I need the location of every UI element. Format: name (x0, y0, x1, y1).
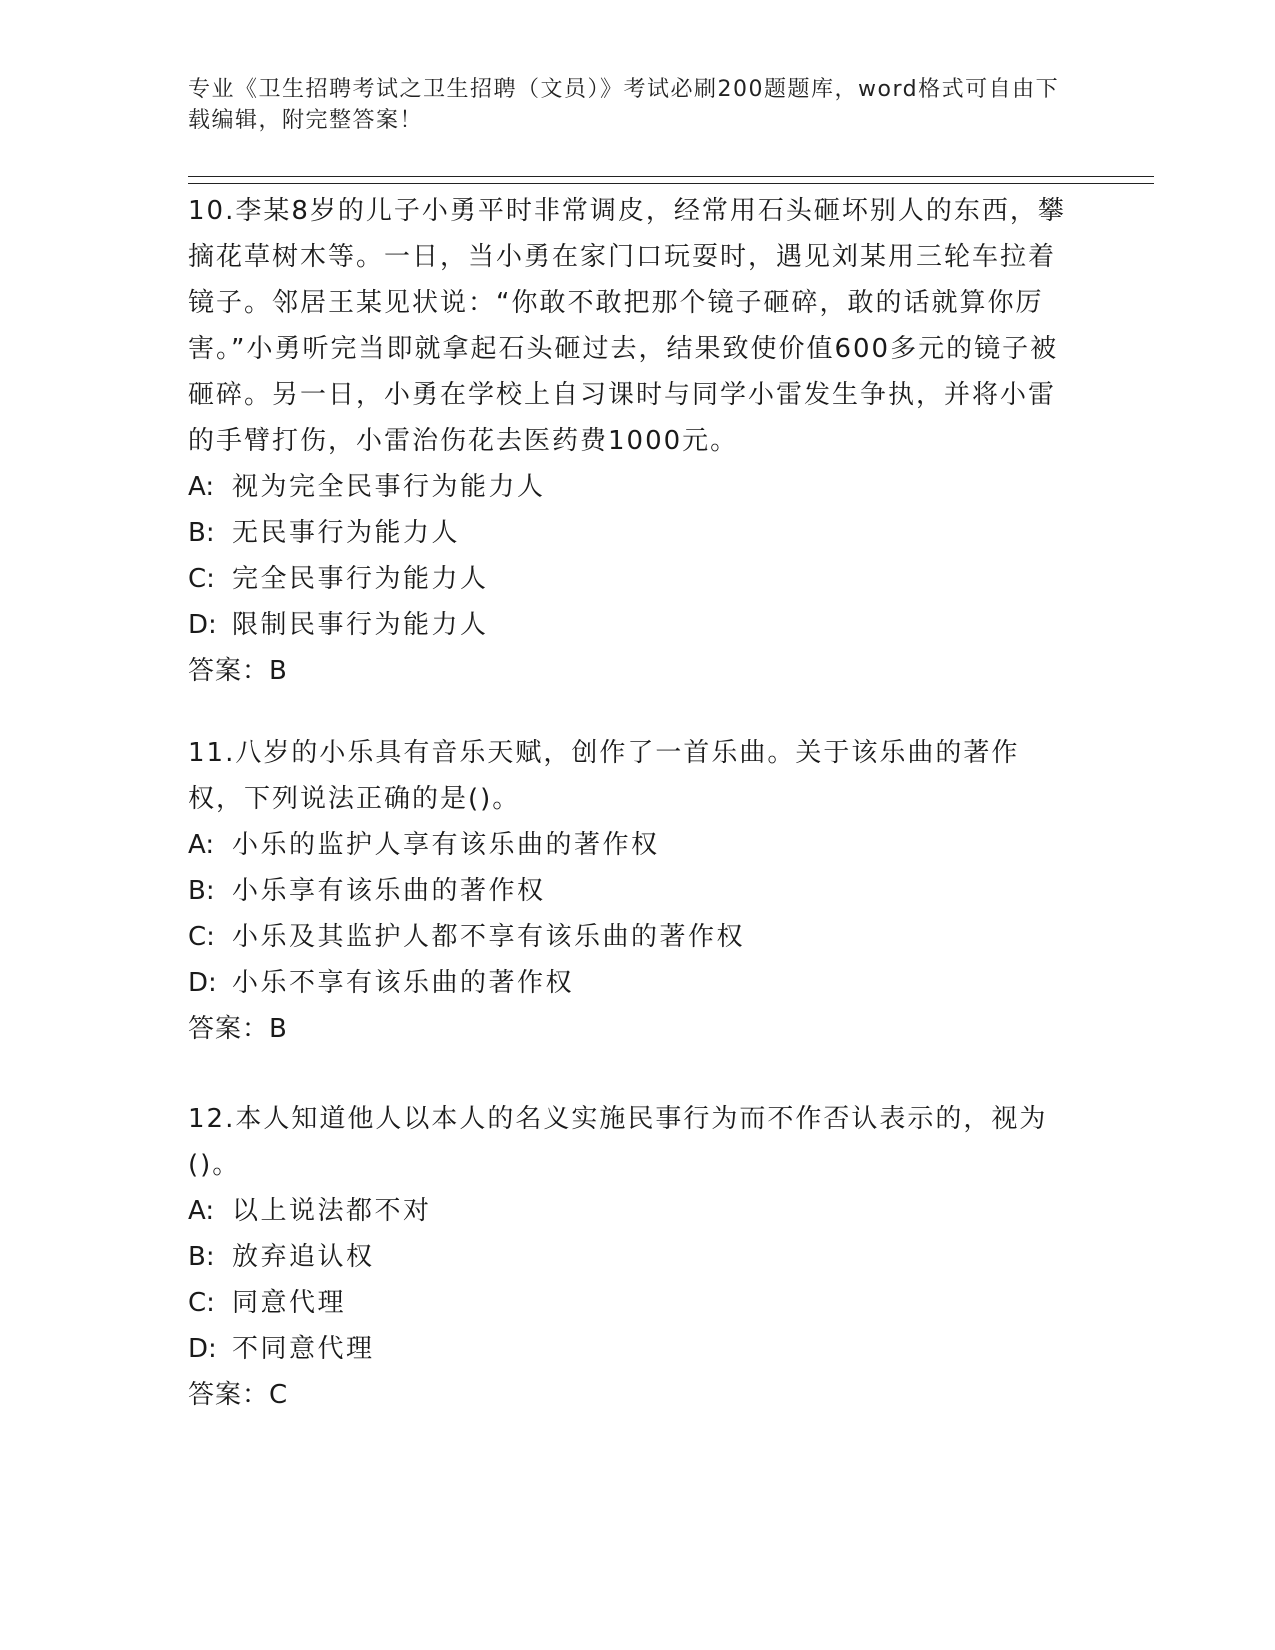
answer: 答案：C (188, 1380, 289, 1410)
option-d: D: 小乐不享有该乐曲的著作权 (188, 968, 575, 998)
question-10 (188, 188, 1088, 694)
option-c: C: 完全民事行为能力人 (188, 564, 489, 594)
header-rule-bottom (188, 183, 1154, 184)
option-d: D: 限制民事行为能力人 (188, 610, 489, 640)
option-c: C: 小乐及其监护人都不享有该乐曲的著作权 (188, 922, 746, 952)
question-stem: 12.本人知道他人以本人的名义实施民事行为而不作否认表示的，视为()。 (188, 1104, 1048, 1180)
header-rule-top (188, 176, 1154, 177)
answer: 答案：B (188, 656, 288, 686)
option-a: A: 以上说法都不对 (188, 1196, 432, 1226)
question-stem: 10.李某8岁的儿子小勇平时非常调皮，经常用石头砸坏别人的东西，攀摘花草树木等。一日，当小勇在家门口玩耍时，遇见刘某用三轮车拉着镜子。邻居王某见状说：“你敢不敢把那个镜子砸碎，敢的话就算你厉害。”小勇听完当即就拿起石头砸过去，结果致使价值600多元的镜子被砸碎。另一日，小勇在学校上自习课时与同学小雷发生争执，并将小雷的手臂打伤，小雷治伤花去医药费1000元。 (188, 196, 1066, 456)
option-c: C: 同意代理 (188, 1288, 347, 1318)
option-a: A: 视为完全民事行为能力人 (188, 472, 546, 502)
option-d: D: 不同意代理 (188, 1334, 375, 1364)
option-b: B: 无民事行为能力人 (188, 518, 461, 548)
option-b: B: 小乐享有该乐曲的著作权 (188, 876, 546, 906)
question-stem: 11.八岁的小乐具有音乐天赋，创作了一首乐曲。关于该乐曲的著作权，下列说法正确的是()。 (188, 738, 1020, 814)
option-a: A: 小乐的监护人享有该乐曲的著作权 (188, 830, 660, 860)
option-b: B: 放弃追认权 (188, 1242, 375, 1272)
document-header: 专业《卫生招聘考试之卫生招聘（文员）》考试必刷200题题库，word格式可自由下载编辑，附完整答案！ (188, 77, 1060, 133)
question-12 (188, 1096, 1088, 1418)
answer: 答案：B (188, 1014, 288, 1044)
question-11 (188, 730, 1088, 1052)
